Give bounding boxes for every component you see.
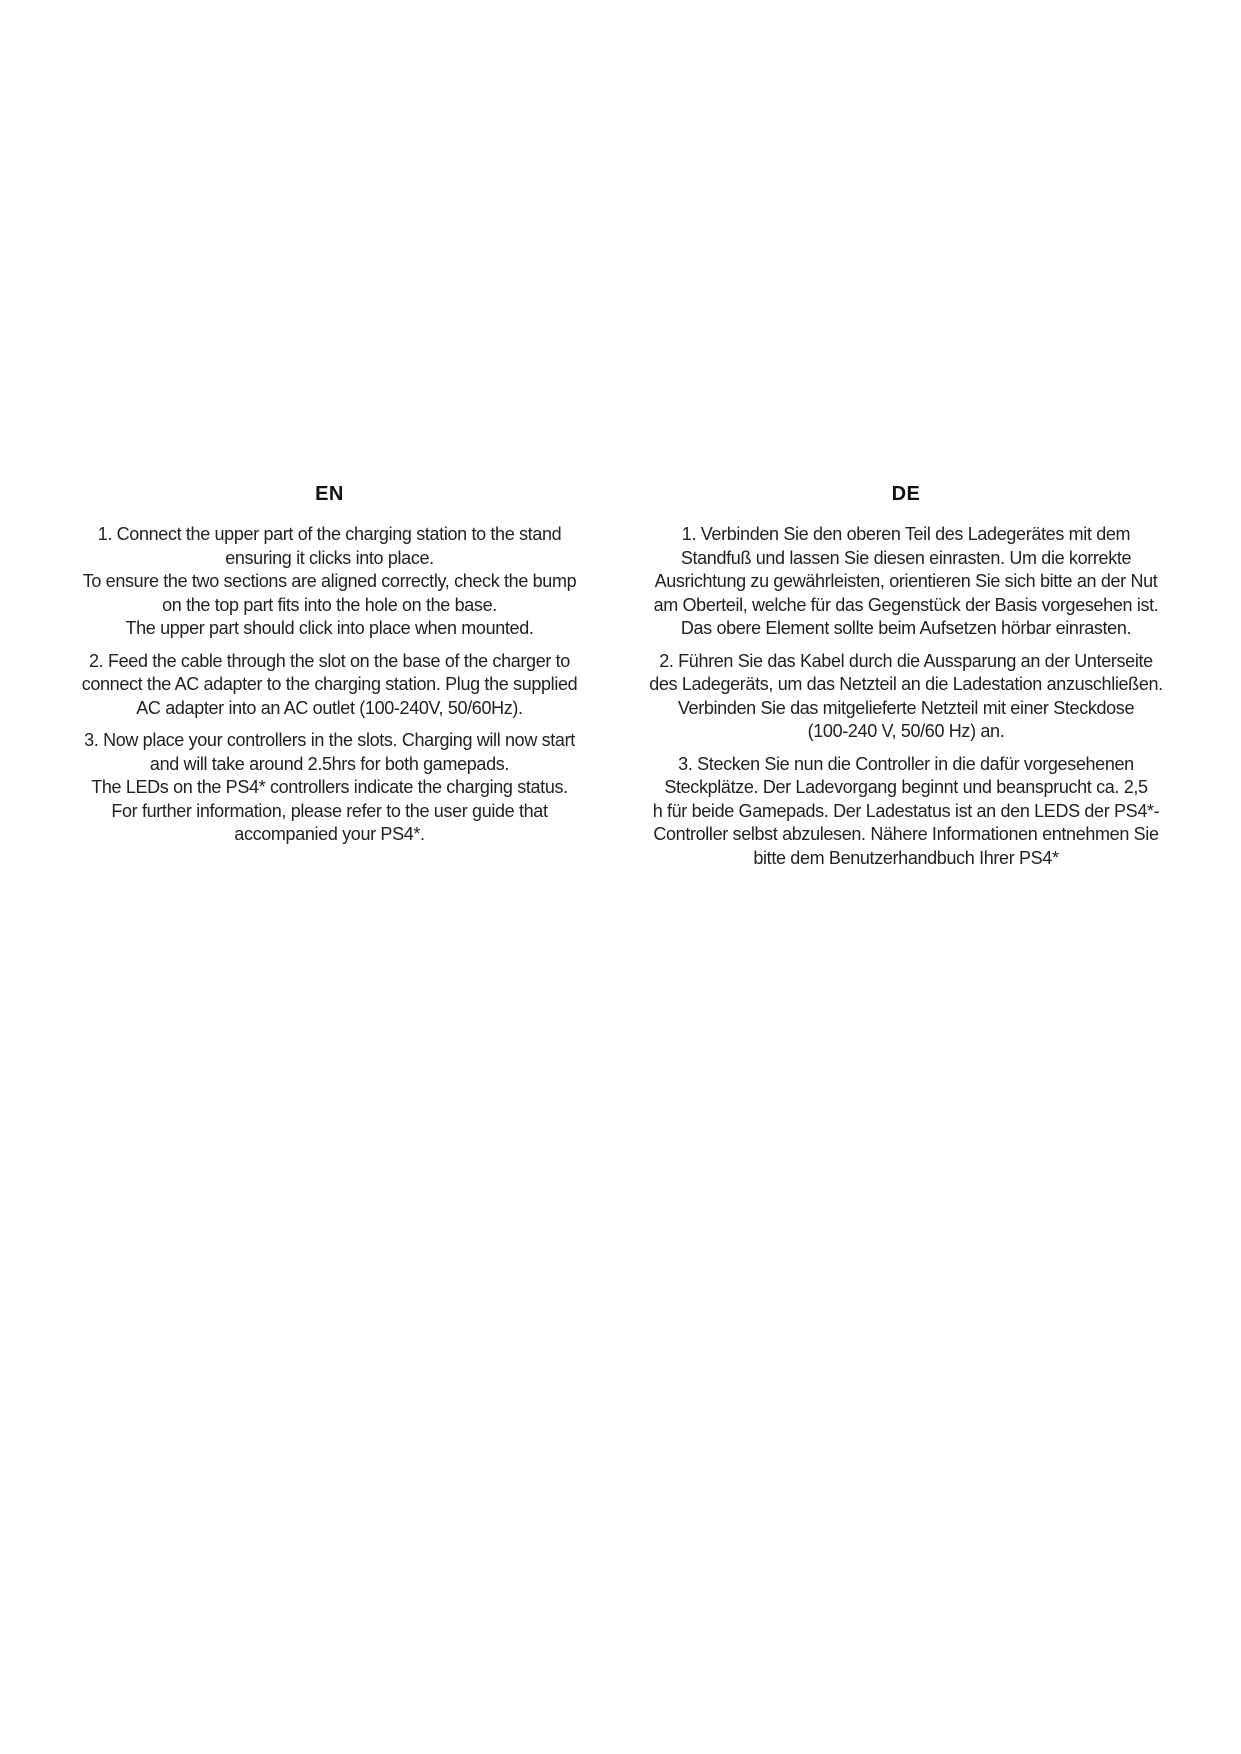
text-line: 1. Verbinden Sie den oberen Teil des Ladegerätes mit dem: [681, 524, 1131, 544]
text-line: The LEDs on the PS4* controllers indicate the charging status.: [91, 777, 568, 797]
text-line: am Oberteil, welche für das Gegenstück der Basis vorgesehen ist.: [653, 594, 1159, 615]
text-line: des Ladegeräts, um das Netzteil an die Ladestation anzuschließen.: [649, 674, 1163, 694]
text-line: h für beide Gamepads. Der Ladestatus ist an den LEDS der PS4*-: [652, 800, 1160, 821]
text-line: 1. Connect the upper part of the charging station to the stand: [97, 524, 562, 544]
text-line: accompanied your PS4*.: [234, 824, 425, 844]
english-step-1: [62, 523, 597, 641]
english-step-2: [62, 650, 597, 721]
text-line: and will take around 2.5hrs for both gamepads.: [149, 753, 510, 774]
german-column: [636, 482, 1176, 879]
text-line: The upper part should click into place when mounted.: [125, 618, 534, 638]
text-line: 3. Now place your controllers in the slots. Charging will now start: [84, 730, 575, 750]
text-line: on the top part fits into the hole on the base.: [162, 594, 497, 615]
text-line: 2. Feed the cable through the slot on the base of the charger to: [89, 650, 570, 671]
text-line: 3. Stecken Sie nun die Controller in die dafür vorgesehenen: [678, 753, 1134, 774]
german-step-3: [636, 753, 1176, 871]
text-line: For further information, please refer to the user guide that: [111, 800, 548, 821]
text-line: Steckplätze. Der Ladevorgang beginnt und beansprucht ca. 2,5: [664, 777, 1148, 797]
text-line: Controller selbst abzulesen. Nähere Informationen entnehmen Sie: [653, 824, 1159, 844]
text-line: ensuring it clicks into place.: [225, 547, 434, 568]
german-heading: DE: [891, 483, 921, 505]
english-step-3: [62, 729, 597, 847]
german-step-1: [636, 523, 1176, 641]
text-line: AC adapter into an AC outlet (100-240V, 50/60Hz).: [136, 697, 523, 718]
text-line: 2. Führen Sie das Kabel durch die Aussparung an der Unterseite: [659, 650, 1153, 671]
text-line: Ausrichtung zu gewährleisten, orientieren Sie sich bitte an der Nut: [654, 571, 1158, 591]
text-line: connect the AC adapter to the charging station. Plug the supplied: [81, 674, 578, 694]
text-line: To ensure the two sections are aligned correctly, check the bump: [82, 571, 577, 591]
english-column: [62, 482, 597, 856]
text-line: (100-240 V, 50/60 Hz) an.: [807, 721, 1005, 741]
german-step-2: [636, 650, 1176, 744]
text-line: Standfuß und lassen Sie diesen einrasten. Um die korrekte: [680, 547, 1132, 568]
text-line: Das obere Element sollte beim Aufsetzen hörbar einrasten.: [680, 618, 1132, 638]
text-line: bitte dem Benutzerhandbuch Ihrer PS4*: [753, 847, 1059, 868]
english-heading: EN: [315, 483, 344, 505]
text-line: Verbinden Sie das mitgelieferte Netzteil mit einer Steckdose: [677, 697, 1135, 718]
